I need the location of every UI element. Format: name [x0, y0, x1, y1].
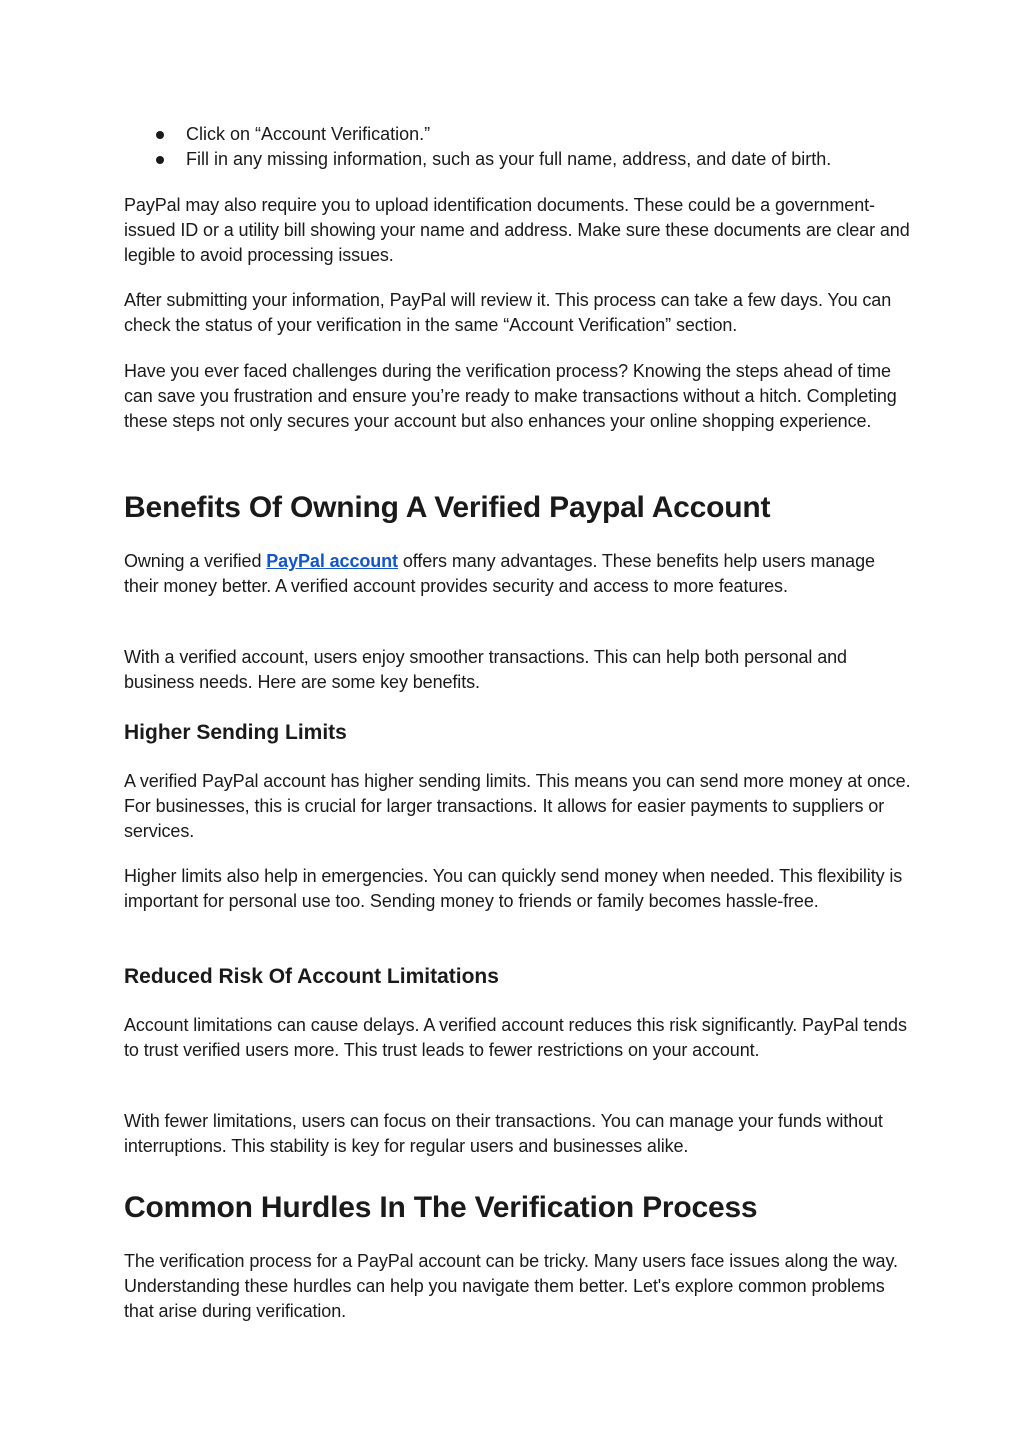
list-item [154, 122, 914, 147]
bullet-text: Fill in any missing information, such as your full name, address, and date of birth. [186, 149, 832, 169]
subheading-higher-sending-limits: Higher Sending Limits [124, 721, 347, 744]
intro-text-after: offers many advantages. These benefits help users manage their money better. A verified account provides security and access to more features. [124, 551, 875, 596]
list-item [154, 147, 914, 172]
paragraph-fewer-limitations: With fewer limitations, users can focus on their transactions. You can manage your funds without interruptions. This stability is key for regular users and businesses alike. [124, 1111, 883, 1156]
paypal-account-link[interactable]: PayPal account [266, 551, 398, 571]
section-heading-common-hurdles: Common Hurdles In The Verification Process [124, 1191, 758, 1224]
paragraph-benefits-intro [124, 549, 914, 599]
section-heading-benefits: Benefits Of Owning A Verified Paypal Account [124, 491, 771, 524]
paragraph-identification-documents: PayPal may also require you to upload identification documents. These could be a government-issued ID or a utility bill showing your name and address. Make sure these documents are clear and legible to avoid processing issues. [124, 195, 910, 265]
intro-text-before: Owning a verified [124, 551, 267, 571]
paragraph-review-status: After submitting your information, PayPal will review it. This process can take a few days. You can check the status of your verification in the same “Account Verification” section. [124, 290, 892, 335]
bullet-icon [156, 156, 164, 164]
paragraph-account-limitations: Account limitations can cause delays. A verified account reduces this risk significantly. PayPal tends to trust verified users more. This trust leads to fewer restrictions on your account. [124, 1015, 907, 1060]
paragraph-sending-limits: A verified PayPal account has higher sending limits. This means you can send more money at once. For businesses, this is crucial for larger transactions. It allows for easier payments to suppliers or services. [124, 771, 911, 841]
paragraph-challenges: Have you ever faced challenges during the verification process? Knowing the steps ahead of time can save you frustration and ensure you’re ready to make transactions without a hitch. Completing these steps not only secures your account but also enhances your online shopping experience. [124, 361, 897, 431]
paragraph-benefits-smoother: With a verified account, users enjoy smoother transactions. This can help both personal and business needs. Here are some key benefits. [124, 647, 847, 692]
paragraph-emergencies: Higher limits also help in emergencies. You can quickly send money when needed. This flexibility is important for personal use too. Sending money to friends or family becomes hassle-free. [124, 866, 903, 911]
subheading-reduced-risk: Reduced Risk Of Account Limitations [124, 965, 499, 988]
bullet-text: Click on “Account Verification.” [186, 124, 431, 144]
steps-bullet-list [154, 122, 914, 172]
paragraph-hurdles-intro: The verification process for a PayPal account can be tricky. Many users face issues along the way. Understanding these hurdles can help you navigate them better. Let's explore common problems that arise during verification. [124, 1251, 898, 1321]
bullet-icon [156, 131, 164, 139]
